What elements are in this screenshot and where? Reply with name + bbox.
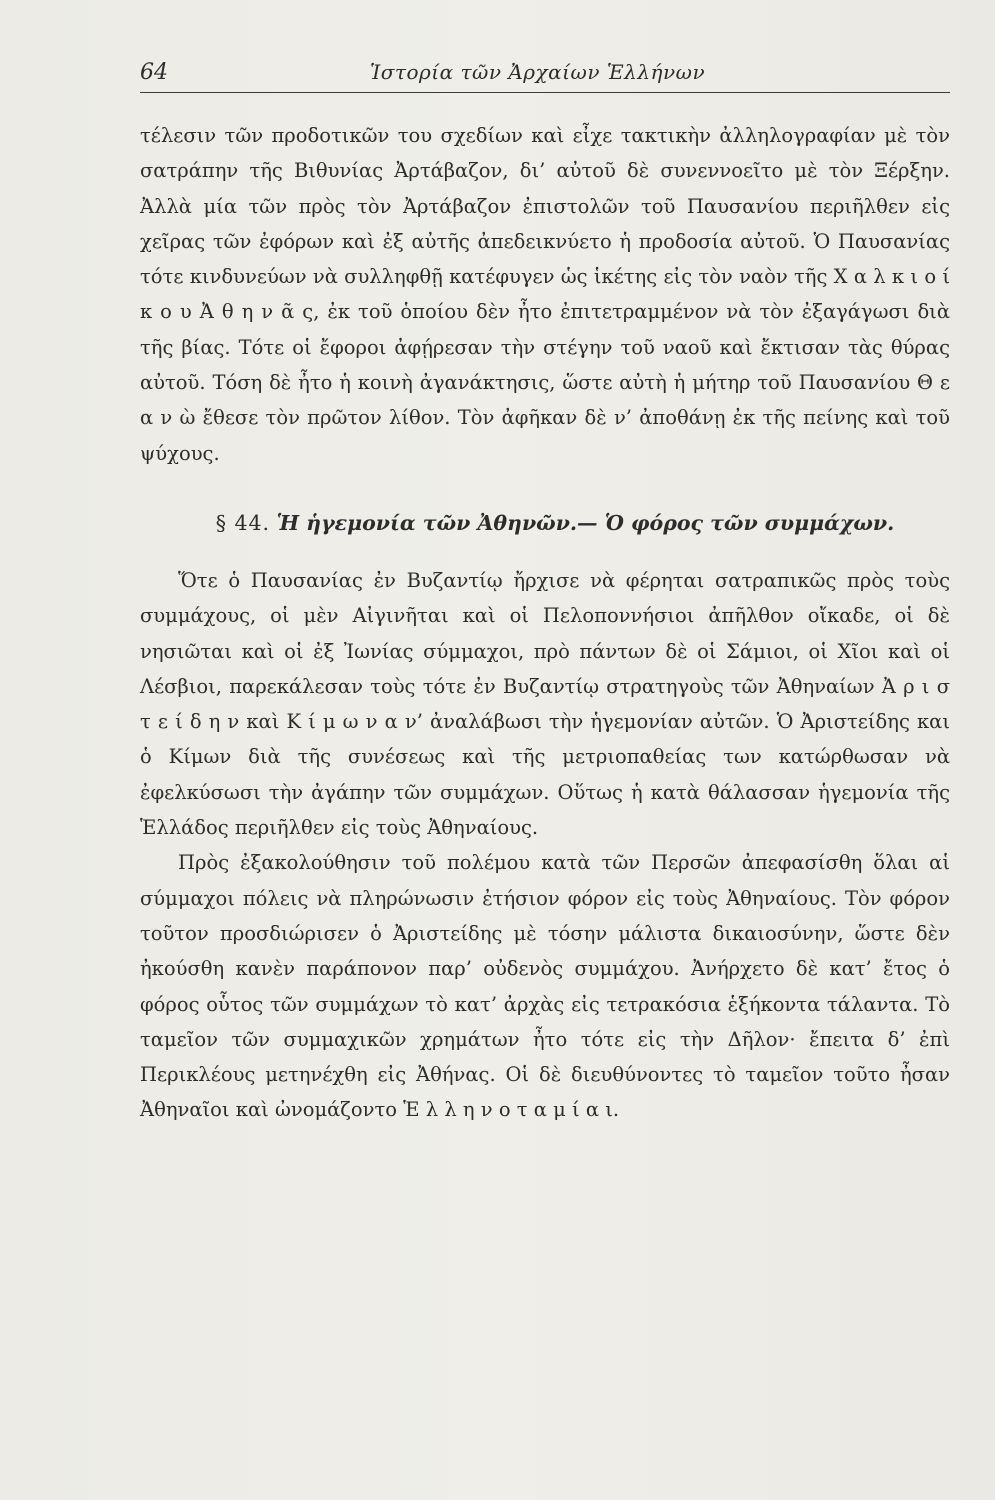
- page-header: [140, 58, 950, 93]
- section-number: § 44.: [215, 510, 271, 535]
- page-number: 64: [140, 60, 168, 85]
- running-title: Ἱστορία τῶν Ἀρχαίων Ἑλλήνων: [370, 60, 706, 84]
- paragraph-hegemony: Ὅτε ὁ Παυσανίας ἐν Βυζαντίῳ ἤρχισε νὰ φέρηται σατραπικῶς πρὸς τοὺς συμμάχους, οἱ μὲν Αἰγινῆται καὶ οἱ Πελοποννήσιοι ἀπῆλθον οἴκαδε, οἱ δὲ νησιῶται καὶ οἱ ἐξ Ἰωνίας σύμμαχοι, πρὸ πάντων δὲ οἱ Σάμιοι, οἱ Χῖοι καὶ οἱ Λέσβιοι, παρεκάλεσαν τοὺς τότε ἐν Βυζαντίῳ στρατηγοὺς τῶν Ἀθηναίων Ἀ ρ ι σ τ ε ί δ η ν καὶ Κ ί μ ω ν α ν’ ἀναλάβωσι τὴν ἡγεμονίαν αὐτῶν. Ὁ Ἀριστείδης και ὁ Κίμων διὰ τῆς συνέσεως καὶ τῆς μετριοπαθείας των κατώρθωσαν νὰ ἐφελκύσωσι τὴν ἀγάπην τῶν συμμάχων. Οὕτως ἡ κατὰ θάλασσαν ἡγεμονία τῆς Ἑλλάδος περιῆλθεν εἰς τοὺς Ἀθηναίους.: [140, 568, 950, 840]
- page-body: [140, 118, 950, 1128]
- paragraph-tribute: Πρὸς ἐξακολούθησιν τοῦ πολέμου κατὰ τῶν Περσῶν ἀπεφασίσθη ὅλαι αἱ σύμμαχοι πόλεις νὰ πληρώνωσιν ἐτήσιον φόρον εἰς τοὺς Ἀθηναίους. Τὸν φόρον τοῦτον προσδιώρισεν ὁ Ἀριστείδης μὲ τόσην μάλιστα δικαιοσύνην, ὥστε δὲν ἠκούσθη κανὲν παράπονον παρ’ οὐδενὸς συμμάχου. Ἀνήρχετο δὲ κατ’ ἔτος ὁ φόρος οὗτος τῶν συμμάχων τὸ κατ’ ἀρχὰς εἰς τετρακόσια ἑξήκοντα τάλαντα. Τὸ ταμεῖον τῶν συμμαχικῶν χρημάτων ἦτο τότε εἰς τὴν Δῆλον· ἔπειτα δ’ ἐπὶ Περικλέους μετηνέχθη εἰς Ἀθήνας. Οἱ δὲ διευθύνοντες τὸ ταμεῖον τοῦτο ἦσαν Ἀθηναῖοι καὶ ὠνομάζοντο Ἑ λ λ η ν ο τ α μ ί α ι.: [140, 851, 950, 1122]
- section-heading: [140, 511, 950, 535]
- paragraph-continuation: τέλεσιν τῶν προδοτικῶν του σχεδίων καὶ εἶχε τακτικὴν ἀλληλογραφίαν μὲ τὸν σατράπην τῆς Βιθυνίας Ἀρτάβαζον, δι’ αὐτοῦ δὲ συνεννοεῖτο μὲ τὸν Ξέρξην. Ἀλλὰ μία τῶν πρὸς τὸν Ἀρτάβαζον ἐπιστολῶν τοῦ Παυσανίου περιῆλθεν εἰς χεῖρας τῶν ἐφόρων καὶ ἐξ αὐτῆς ἀπεδεικνύετο ἡ προδοσία αὐτοῦ. Ὁ Παυσανίας τότε κινδυνεύων νὰ συλληφθῇ κατέφυγεν ὡς ἱκέτης εἰς τὸν ναὸν τῆς Χ α λ κ ι ο ί κ ο υ Ἀ θ η ν ᾶ ς, ἐκ τοῦ ὁποίου δὲν ἦτο ἐπιτετραμμένον νὰ τὸν ἐξαγάγωσι διὰ τῆς βίας. Τότε οἱ ἔφοροι ἀφῄρεσαν τὴν στέγην τοῦ ναοῦ καὶ ἔκτισαν τὰς θύρας αὐτοῦ. Τόση δὲ ἦτο ἡ κοινὴ ἀγανάκτησις, ὥστε αὐτὴ ἡ μήτηρ τοῦ Παυσανίου Θ ε α ν ὼ ἔθεσε τὸν πρῶτον λίθον. Τὸν ἀφῆκαν δὲ ν’ ἀποθάνῃ ἐκ τῆς πείνης καὶ τοῦ ψύχους.: [140, 124, 950, 465]
- section-title: Ἡ ἡγεμονία τῶν Ἀθηνῶν.— Ὁ φόρος τῶν συμμάχων.: [276, 510, 895, 535]
